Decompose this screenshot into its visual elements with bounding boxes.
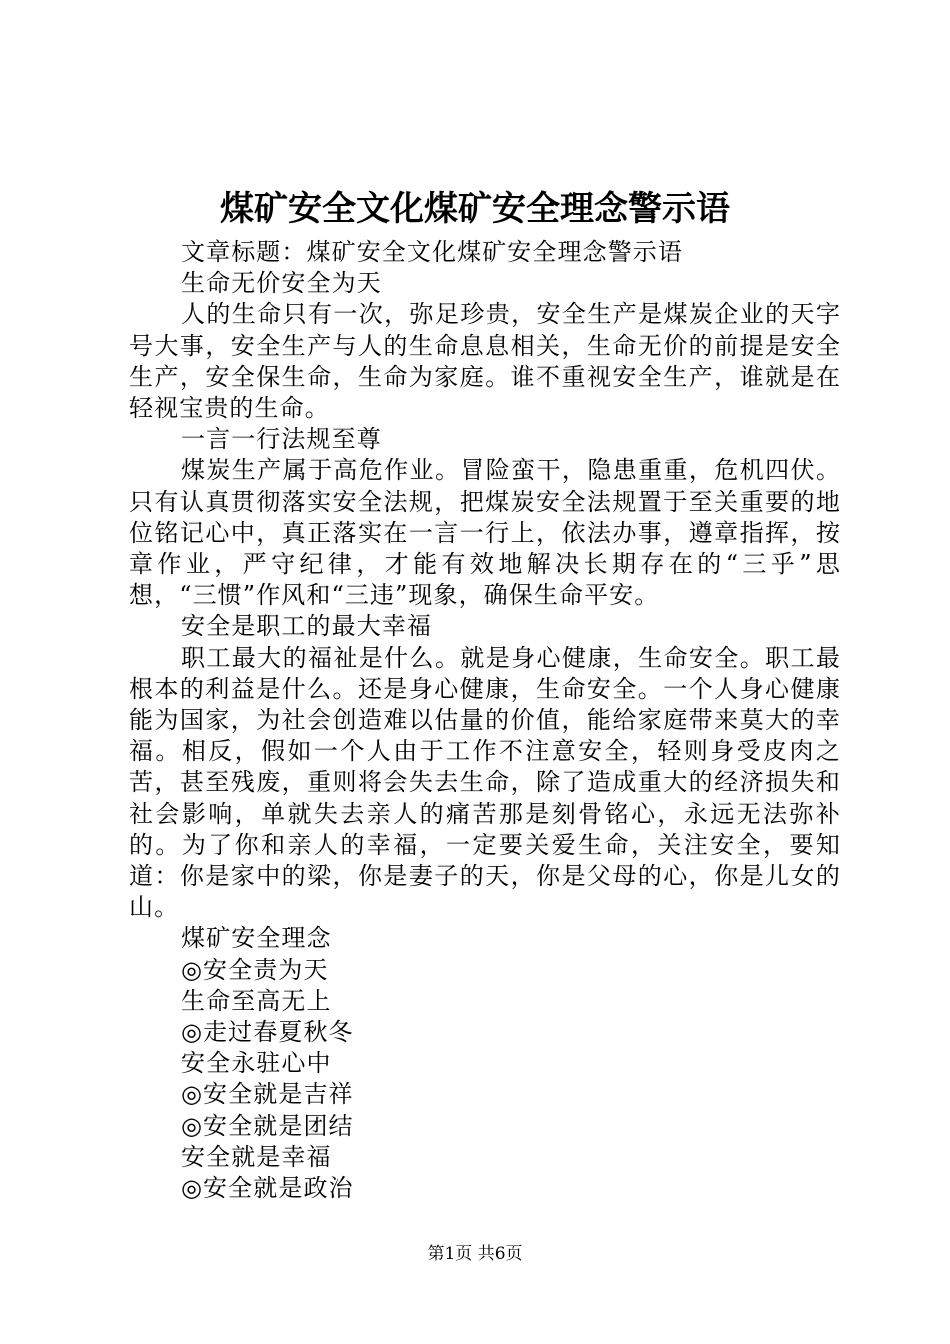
slogan-line: ◎安全责为天 bbox=[181, 955, 329, 984]
slogan-line: 生命至高无上 bbox=[181, 986, 332, 1015]
body-paragraph: 人的生命只有一次，弥足珍贵，安全生产是煤炭企业的天字号大事，安全生产与人的生命息息相关，生命无价的前提是安全生产，安全保生命，生命为家庭。谁不重视安全生产，谁就是在轻视宝贵的生命。 bbox=[129, 300, 841, 423]
document-title: 煤矿安全文化煤矿安全理念警示语 bbox=[220, 189, 730, 229]
section-heading: 安全是职工的最大幸福 bbox=[181, 612, 432, 641]
slogan-line: 安全永驻心中 bbox=[181, 1049, 332, 1078]
slogan-line: ◎安全就是政治 bbox=[181, 1174, 354, 1203]
section-heading: 一言一行法规至尊 bbox=[181, 425, 382, 454]
slogan-line: ◎安全就是团结 bbox=[181, 1111, 354, 1140]
article-title-line: 文章标题：煤矿安全文化煤矿安全理念警示语 bbox=[181, 238, 683, 266]
slogan-line: ◎安全就是吉祥 bbox=[181, 1080, 354, 1109]
slogan-line: ◎走过春夏秋冬 bbox=[181, 1018, 354, 1047]
page-number-footer: 第1页 共6页 bbox=[427, 1244, 523, 1264]
section-heading: 煤矿安全理念 bbox=[181, 924, 332, 953]
document-body bbox=[129, 237, 841, 1204]
section-heading: 生命无价安全为天 bbox=[181, 269, 382, 298]
body-paragraph: 职工最大的福祉是什么。就是身心健康，生命安全。职工最根本的利益是什么。还是身心健康，生命安全。一个人身心健康能为国家，为社会创造难以估量的价值，能给家庭带来莫大的幸福。相反，假如一个人由于工作不注意安全，轻则身受皮肉之苦，甚至残废，重则将会失去生命，除了造成重大的经济损失和社会影响，单就失去亲人的痛苦那是刻骨铭心，永远无法弥补的。为了你和亲人的幸福，一定要关爱生命，关注安全，要知道：你是家中的梁，你是妻子的天，你是父母的心，你是儿女的山。 bbox=[129, 643, 841, 922]
body-paragraph: 煤炭生产属于高危作业。冒险蛮干，隐患重重，危机四伏。只有认真贯彻落实安全法规，把煤炭安全法规置于至关重要的地位铭记心中，真正落实在一言一行上，依法办事，遵章指挥，按章作业，严守纪律，才能有效地解决长期存在的“三乎”思想，“三惯”作风和“三违”现象，确保生命平安。 bbox=[129, 456, 841, 610]
slogan-line: 安全就是幸福 bbox=[181, 1142, 332, 1171]
